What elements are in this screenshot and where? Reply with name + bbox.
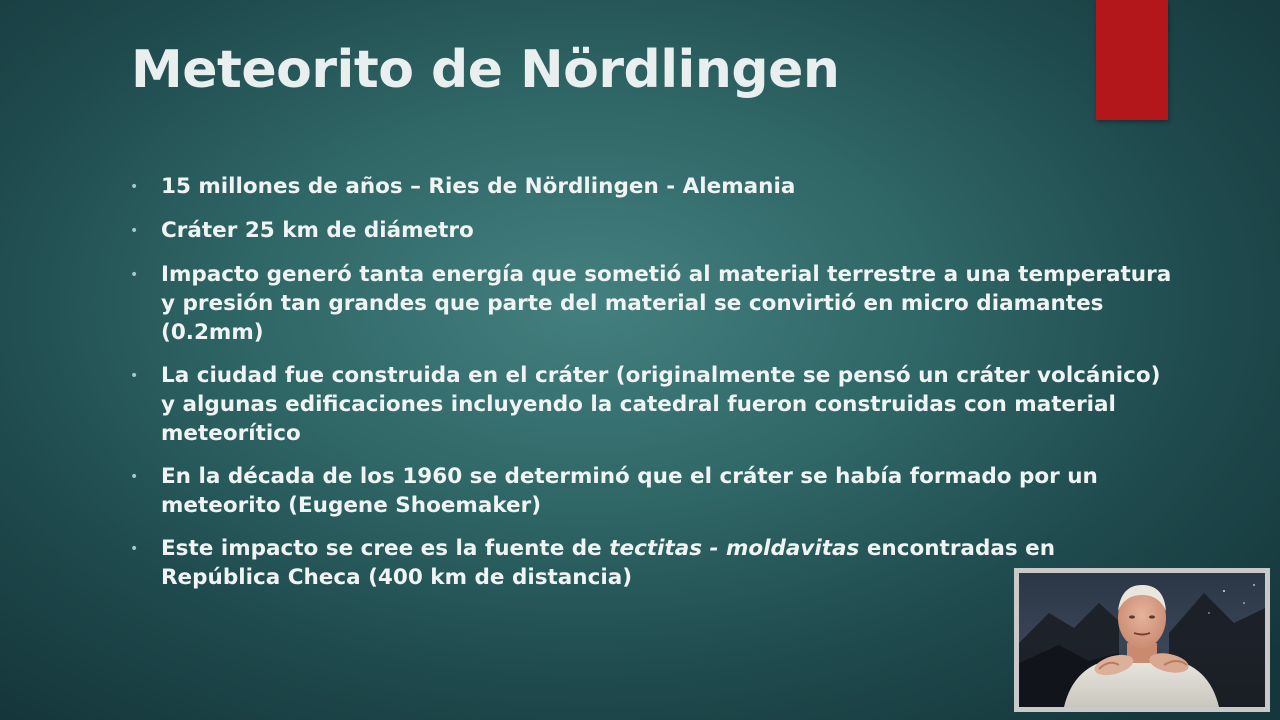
slide-title: Meteorito de Nördlingen bbox=[131, 40, 840, 100]
bullet-item bbox=[130, 462, 1180, 520]
bullet-item bbox=[130, 216, 1180, 246]
bullet-dot-icon: • bbox=[130, 541, 139, 557]
bullet-text: En la década de los 1960 se determinó que el cráter se había formado por un meteorito (Eugene Shoemaker) bbox=[161, 464, 1098, 518]
bullet-item bbox=[130, 260, 1180, 347]
bullet-text-start: Este impacto se cree es la fuente de bbox=[161, 536, 610, 561]
bullet-dot-icon: • bbox=[130, 267, 139, 283]
bullet-dot-icon: • bbox=[130, 179, 139, 195]
bullet-text: La ciudad fue construida en el cráter (originalmente se pensó un cráter volcánico) y algunas edificaciones incluyendo la catedral fueron construidas con material meteorítico bbox=[161, 363, 1161, 446]
bullet-dot-icon: • bbox=[130, 368, 139, 384]
bullet-dot-icon: • bbox=[130, 469, 139, 485]
bullet-text: 15 millones de años – Ries de Nördlingen - Alemania bbox=[161, 174, 796, 199]
bullet-item bbox=[130, 361, 1180, 448]
presenter-webcam bbox=[1014, 568, 1270, 712]
bullet-text: Impacto generó tanta energía que sometió al material terrestre a una temperatura y presión tan grandes que parte del material se convirtió en micro diamantes (0.2mm) bbox=[161, 262, 1172, 345]
bullet-text-italic: tectitas - moldavitas bbox=[609, 536, 860, 561]
bullet-list bbox=[130, 172, 1180, 606]
bullet-dot-icon: • bbox=[130, 223, 139, 239]
bullet-text-end: encontradas en República Checa (400 km de distancia) bbox=[161, 536, 1056, 590]
bullet-item bbox=[130, 172, 1180, 202]
presenter-video-image bbox=[1019, 573, 1265, 707]
bullet-text: Cráter 25 km de diámetro bbox=[161, 218, 474, 243]
red-accent-bar bbox=[1096, 0, 1168, 120]
